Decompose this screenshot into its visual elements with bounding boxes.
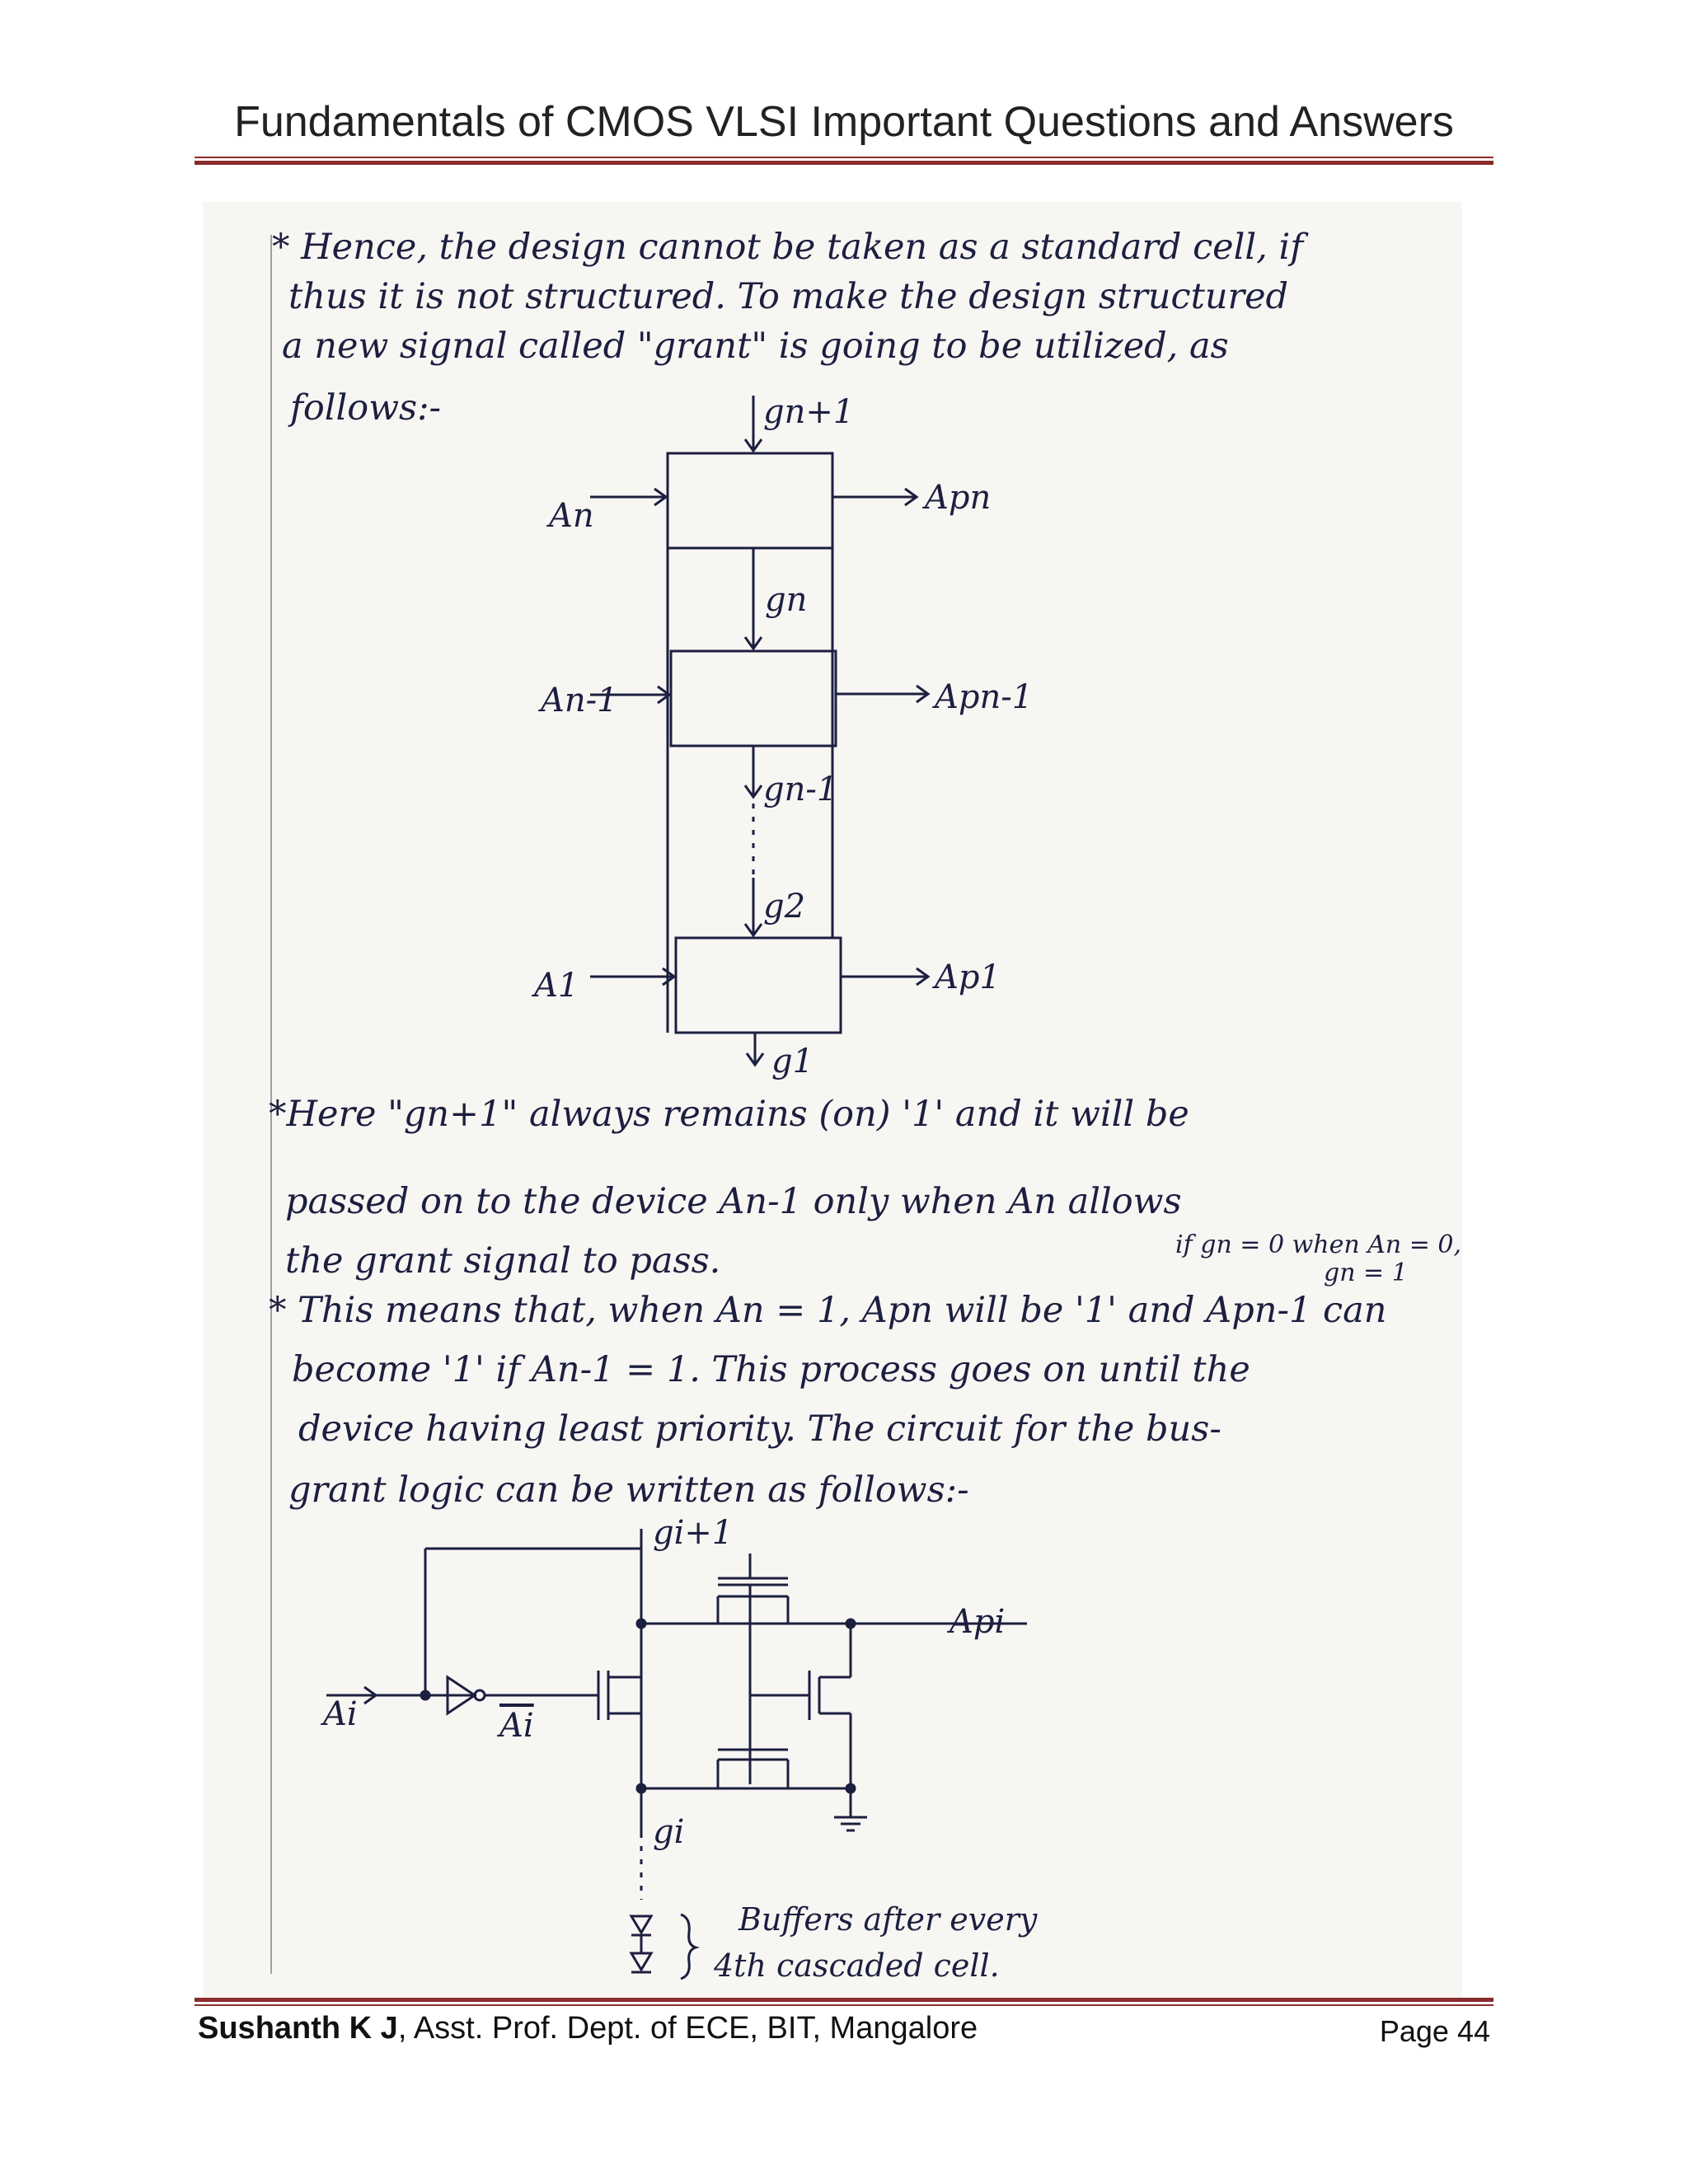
explain-line-6: device having least priority. The circuit for the bus- xyxy=(298,1408,1221,1450)
cell-box-1 xyxy=(676,938,841,1033)
intro-line-3: a new signal called "grant" is going to be utilized, as xyxy=(282,326,1229,367)
output-apn-1-label: Apn-1 xyxy=(935,678,1034,716)
input-a1-label: A1 xyxy=(534,967,579,1005)
input-an-label: An xyxy=(549,497,594,535)
page-number: Page 44 xyxy=(1379,2014,1490,2048)
output-apn-label: Apn xyxy=(925,479,992,517)
explain-line-1: *Here "gn+1" always remains (on) '1' and it will be xyxy=(269,1094,1189,1135)
input-an-1-label: An-1 xyxy=(541,682,618,719)
intro-line-1: * Hence, the design cannot be taken as a standard cell, if xyxy=(272,227,1304,268)
buffer-note-line-2: 4th cascaded cell. xyxy=(714,1947,1000,1984)
side-note-line-2: gn = 1 xyxy=(1324,1258,1408,1287)
grant-g1-label: g1 xyxy=(771,1043,814,1080)
input-ai-label: Ai xyxy=(323,1695,358,1733)
grant-gn-label: gn xyxy=(765,581,808,619)
grant-out-label: gi xyxy=(653,1813,685,1851)
author-name: Sushanth K J xyxy=(198,2011,398,2046)
side-note-line-1: if gn = 0 when An = 0, xyxy=(1175,1230,1462,1259)
author-affiliation: , Asst. Prof. Dept. of ECE, BIT, Mangalore xyxy=(397,2011,978,2046)
header-rule xyxy=(195,157,1493,165)
buffer-note-line-1: Buffers after every xyxy=(738,1901,1038,1938)
input-ai-bar-label: $\overline{Ai}$ xyxy=(499,1707,534,1745)
grant-gn-1-label: gn-1 xyxy=(763,771,838,808)
cell-box-n xyxy=(668,453,832,548)
notebook-page xyxy=(203,202,1462,2003)
intro-line-2: thus it is not structured. To make the design structured xyxy=(288,276,1289,317)
output-api-label: Api xyxy=(950,1603,1006,1641)
explain-line-5: become '1' if An-1 = 1. This process goes on until the xyxy=(292,1349,1250,1390)
explain-line-3: the grant signal to pass. xyxy=(285,1240,721,1282)
grant-top-label: gn+1 xyxy=(763,393,855,431)
explain-line-2: passed on to the device An-1 only when An allows xyxy=(285,1181,1182,1222)
intro-line-4: follows:- xyxy=(290,387,442,429)
cell-box-n-1 xyxy=(671,651,836,746)
page-header-title: Fundamentals of CMOS VLSI Important Questions and Answers xyxy=(234,98,1454,146)
explain-line-7: grant logic can be written as follows:- xyxy=(288,1469,969,1511)
footer-author xyxy=(198,2011,978,2046)
explain-line-4: * This means that, when An = 1, Apn will be '1' and Apn-1 can xyxy=(269,1290,1387,1331)
grant-g2-label: g2 xyxy=(763,888,806,926)
footer-rule xyxy=(195,1998,1493,2006)
output-ap1-label: Ap1 xyxy=(935,958,1001,996)
grant-in-label: gi+1 xyxy=(653,1514,734,1552)
